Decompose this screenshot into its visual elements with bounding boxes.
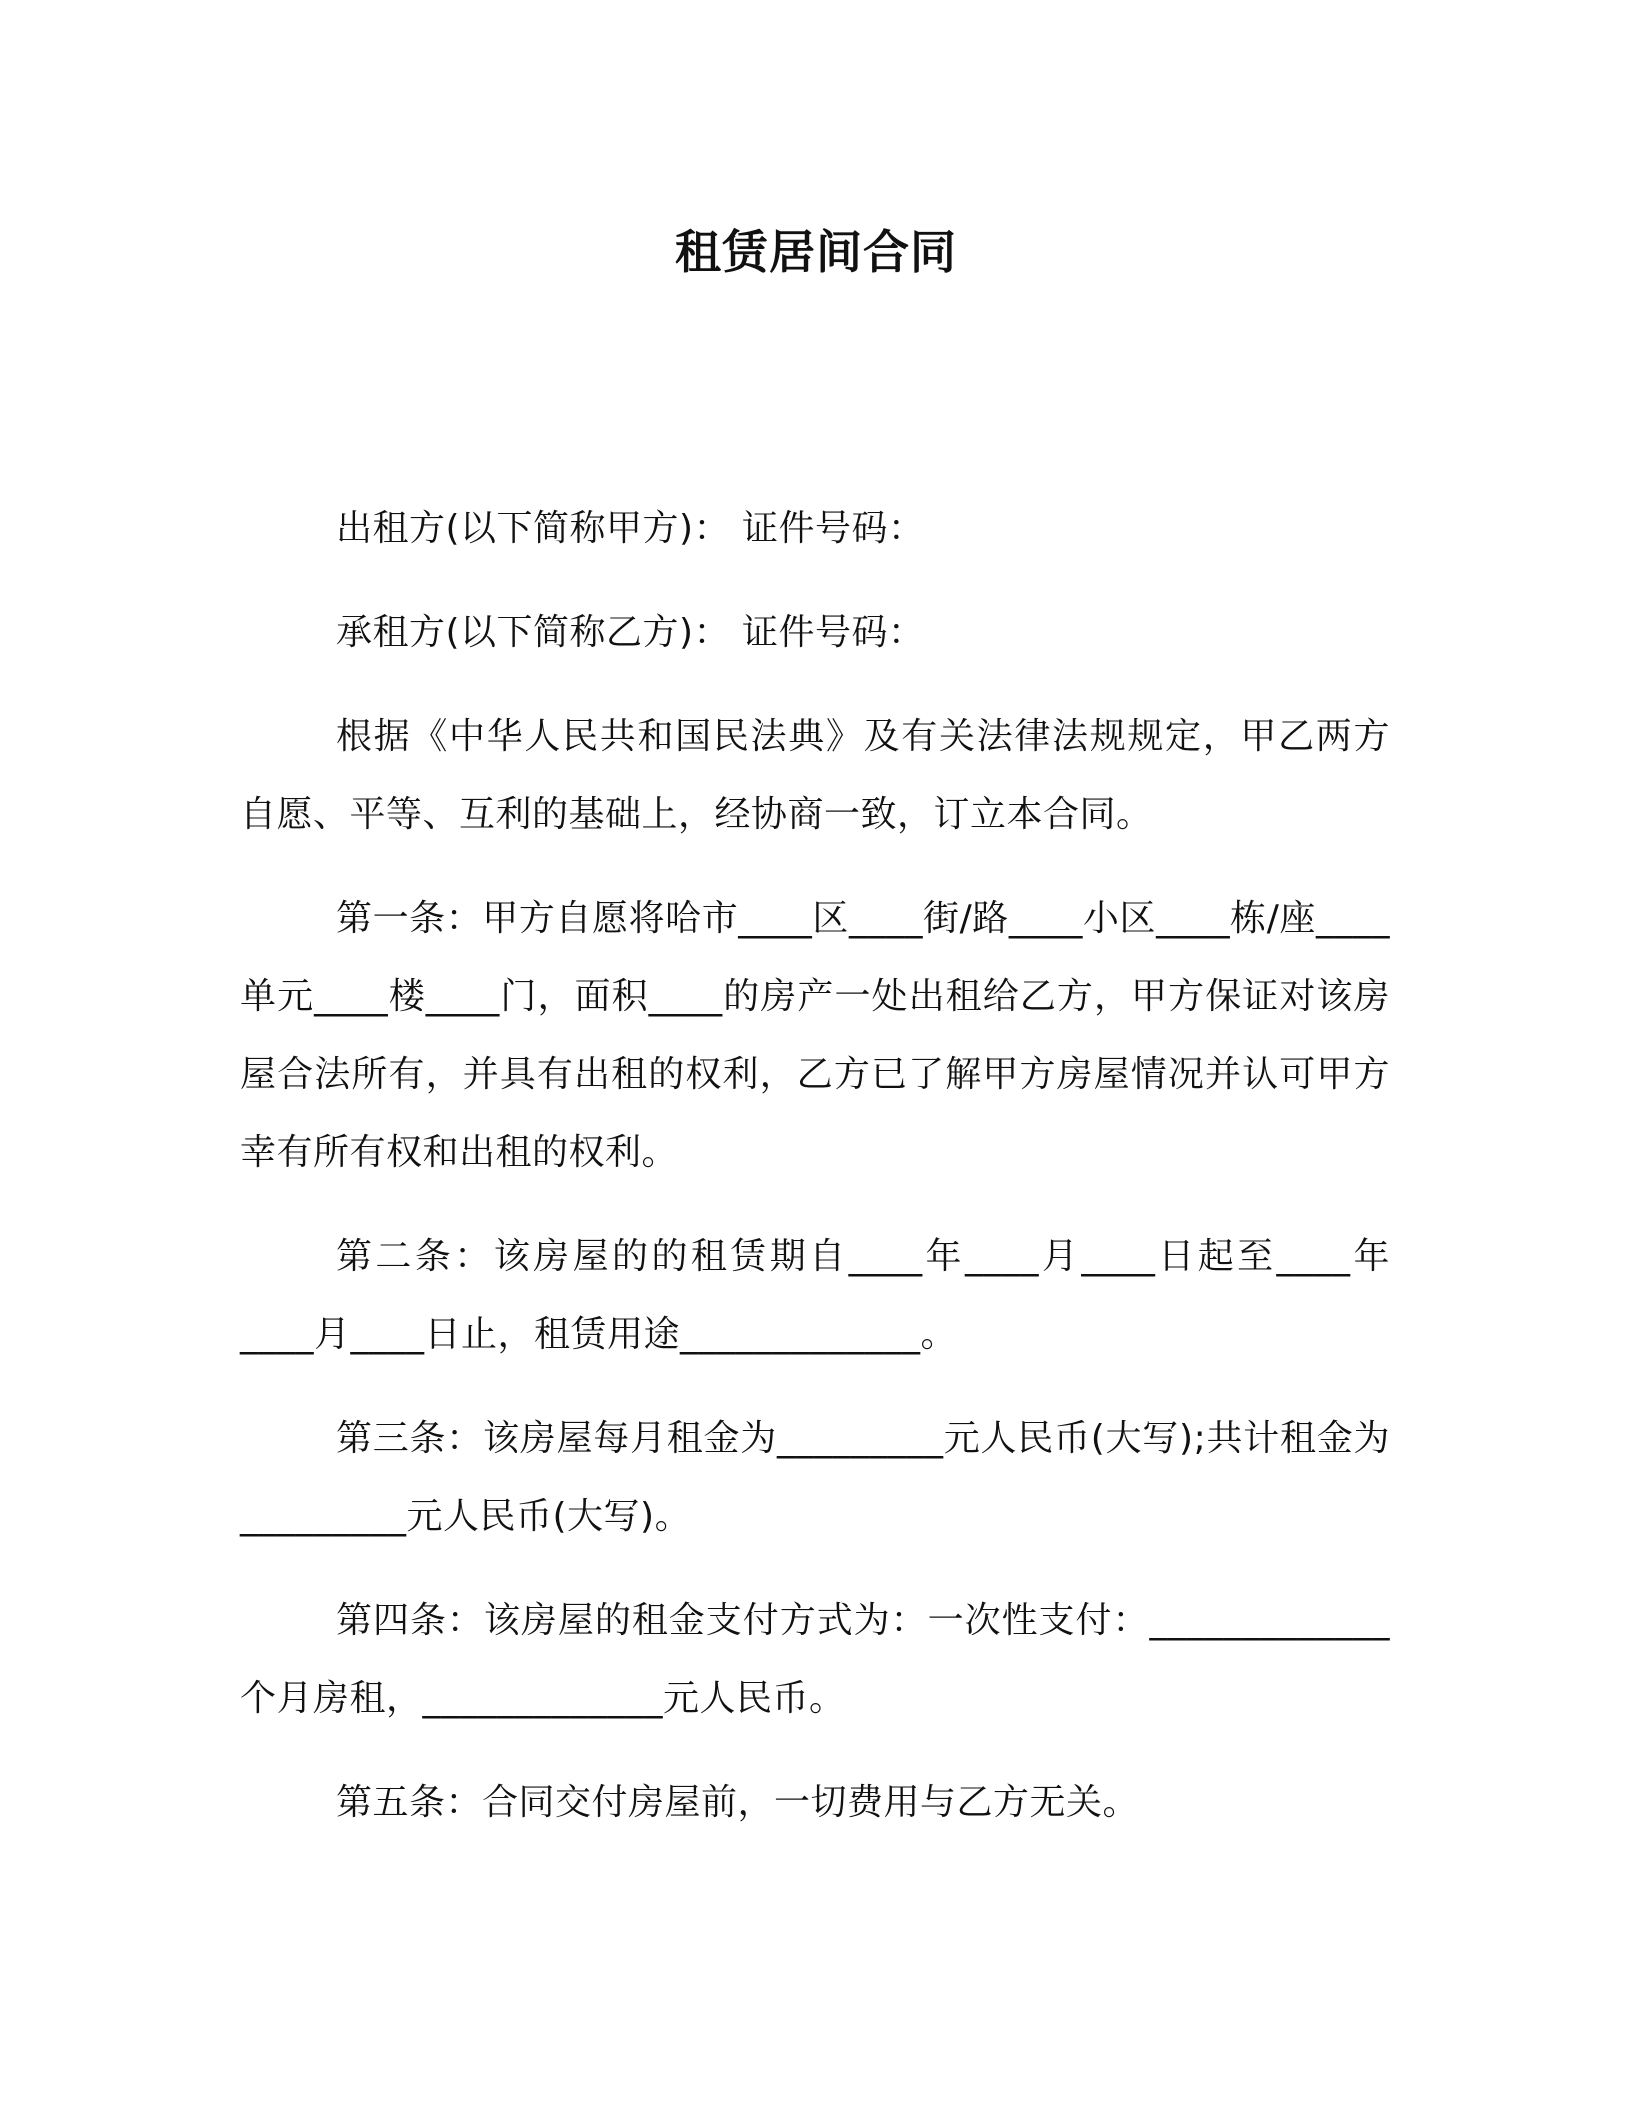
- article-1: 第一条：甲方自愿将哈市____区____街/路____小区____栋/座____单元____楼____门，面积____的房产一处出租给乙方，甲方保证对该房屋合法所有，并具有出租的权利，乙方已了解甲方房屋情况并认可甲方幸有所有权和出租的权利。: [240, 898, 1390, 1173]
- article-3: 第三条：该房屋每月租金为_________元人民币(大写);共计租金为_________元人民币(大写)。: [240, 1418, 1390, 1537]
- document-title: 租赁居间合同: [675, 225, 957, 279]
- document-body: [240, 490, 1390, 1868]
- lessor-line: 出租方(以下简称甲方)： 证件号码：: [336, 508, 925, 549]
- lessee-line: 承租方(以下简称乙方)： 证件号码：: [336, 612, 925, 653]
- article-2: 第二条：该房屋的的租赁期自____年____月____日起至____年____月____日止，租赁用途_____________。: [240, 1236, 1390, 1355]
- preamble-paragraph: 根据《中华人民共和国民法典》及有关法律法规规定，甲乙两方自愿、平等、互利的基础上，经协商一致，订立本合同。: [240, 716, 1390, 835]
- article-5: 第五条：合同交付房屋前，一切费用与乙方无关。: [336, 1782, 1140, 1823]
- article-4: 第四条：该房屋的租金支付方式为：一次性支付：_____________个月房租，_____________元人民币。: [240, 1600, 1390, 1719]
